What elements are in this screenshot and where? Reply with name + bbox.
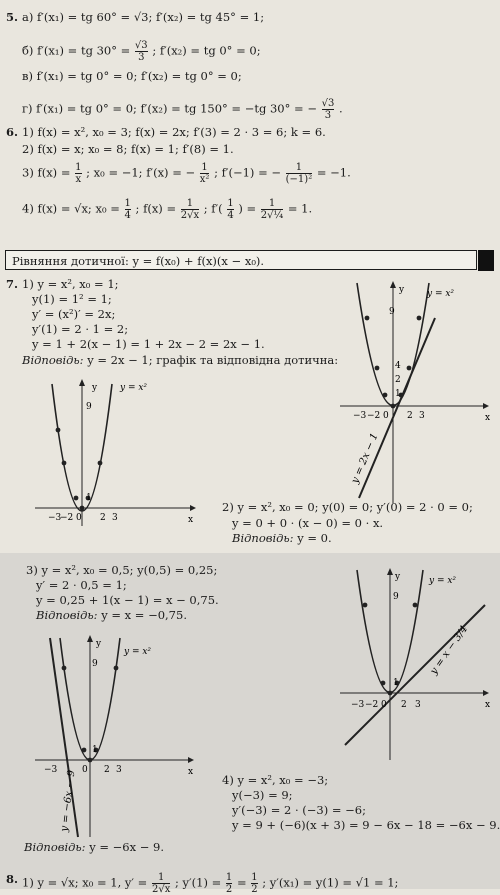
answer-text: y = 0. bbox=[293, 531, 332, 545]
g1-ytick-1: 1 bbox=[86, 493, 92, 503]
frac-den: x² bbox=[199, 174, 210, 185]
frac-num: 1 bbox=[201, 162, 208, 173]
frac-num: 1 bbox=[227, 198, 234, 209]
g2-y-axis-label: y bbox=[399, 285, 405, 295]
g1-xtick: −3 bbox=[48, 513, 62, 523]
p7-part4-line-3: y′(−3) = 2 · (−3) = −6; bbox=[232, 803, 366, 817]
p6-line-4 bbox=[22, 198, 312, 221]
frac-num: 1 bbox=[186, 198, 194, 209]
problem-6-number: 6. bbox=[6, 125, 19, 139]
g1-x-axis-label: x bbox=[188, 515, 194, 525]
answer-text: y = −6x − 9. bbox=[85, 840, 165, 854]
fraction bbox=[125, 198, 131, 221]
g2-ytick: 2 bbox=[395, 375, 401, 385]
p6-line-1: 1) f(x) = x², x₀ = 3; f(x) = 2x; f′(3) = 2 · 3 = 6; k = 6. bbox=[22, 125, 326, 139]
frac-den: 4 bbox=[227, 210, 234, 221]
frac-num: 1 bbox=[157, 872, 165, 883]
g2-xtick: −3 bbox=[353, 411, 367, 421]
frac-den: 3 bbox=[322, 109, 335, 121]
p6-l3-b: ; x₀ = −1; f′(x) = − bbox=[86, 165, 196, 180]
p6-l3-a: 3) f(x) = bbox=[22, 165, 71, 180]
g4-curve-label: y = x² bbox=[429, 576, 457, 586]
fraction bbox=[261, 198, 283, 221]
p7-part4-line-1: 4) y = x², x₀ = −3; bbox=[222, 773, 329, 787]
frac-num: √3 bbox=[321, 98, 335, 109]
fraction bbox=[181, 198, 199, 221]
p8-l1-a: 1) y = √x; x₀ = 1, y′ = bbox=[22, 875, 151, 890]
g3-xtick: −3 bbox=[44, 765, 58, 775]
p5-g-fraction bbox=[322, 98, 335, 121]
fraction bbox=[200, 162, 210, 185]
p6-l4-a: 4) f(x) = √x; x₀ = bbox=[22, 201, 120, 216]
g1-xtick: 2 bbox=[100, 513, 106, 523]
g3-x-axis-label: x bbox=[188, 767, 194, 777]
problem-5-number: 5. bbox=[6, 10, 19, 24]
frac-den: 2√x bbox=[151, 884, 171, 895]
frac-num: 1 bbox=[225, 872, 233, 883]
g2-ytick: 4 bbox=[395, 361, 401, 371]
g4-ytick: 1 bbox=[393, 678, 399, 688]
p5-b-post: ; f′(x₂) = tg 0° = 0; bbox=[152, 43, 261, 58]
p5-v: в) f′(x₁) = tg 0° = 0; f′(x₂) = tg 0° = 0; bbox=[22, 69, 242, 83]
g3-xtick: 3 bbox=[116, 765, 122, 775]
p6-l3-c: ; f′(−1) = − bbox=[214, 165, 281, 180]
banner-black-block bbox=[478, 250, 494, 271]
graph-4 bbox=[335, 565, 495, 765]
p5-g-post: . bbox=[339, 101, 343, 116]
g4-xtick: 3 bbox=[415, 700, 421, 710]
frac-den: (−1)² bbox=[285, 174, 313, 185]
section-banner bbox=[5, 250, 477, 270]
g1-curve-label: y = x² bbox=[120, 383, 148, 393]
g4-ytick: 9 bbox=[393, 592, 399, 602]
p7-line-1: 1) y = x², x₀ = 1; bbox=[22, 277, 119, 291]
banner-text: Рівняння дотичної: y = f(x₀) + f(x)(x − x₀). bbox=[12, 254, 265, 268]
p6-l3-d: = −1. bbox=[316, 165, 351, 180]
p5-g bbox=[22, 98, 343, 121]
frac-num: 1 bbox=[295, 162, 303, 173]
frac-num: 1 bbox=[251, 872, 258, 883]
graph-2 bbox=[335, 278, 495, 508]
g2-tangent-label: y = 2x − 1 bbox=[349, 431, 381, 486]
frac-num: 1 bbox=[268, 198, 276, 209]
frac-num: 1 bbox=[124, 198, 131, 209]
graph-1 bbox=[30, 378, 205, 528]
p5-b-fraction bbox=[135, 40, 148, 63]
problem-8-number: 8. bbox=[6, 872, 19, 886]
p5-b bbox=[22, 40, 261, 63]
fraction bbox=[226, 872, 232, 895]
p7-part3-answer bbox=[36, 608, 187, 622]
g1-xtick: 3 bbox=[112, 513, 118, 523]
g1-ytick-9: 9 bbox=[86, 402, 92, 412]
answer-label: Відповідь: bbox=[232, 531, 294, 545]
g2-ytick: 1 bbox=[395, 389, 401, 399]
g3-xtick: 2 bbox=[104, 765, 110, 775]
g2-curve-label: y = x² bbox=[427, 289, 455, 299]
p7-answer-1 bbox=[22, 353, 338, 367]
g2-x-axis-label: x bbox=[485, 413, 491, 423]
p5-b-text: б) f′(x₁) = tg 30° = bbox=[22, 43, 131, 58]
p7-line-5: y = 1 + 2(x − 1) = 1 + 2x − 2 = 2x − 1. bbox=[32, 337, 265, 351]
g2-xtick: 0 bbox=[383, 411, 389, 421]
answer-label: Відповідь: bbox=[22, 353, 84, 367]
frac-den: 2 bbox=[251, 884, 258, 895]
p6-l4-c: ; f′( bbox=[203, 201, 223, 216]
g1-y-axis-label: y bbox=[92, 383, 98, 393]
g2-xtick: 2 bbox=[407, 411, 413, 421]
graph-3 bbox=[30, 632, 200, 842]
frac-num: √3 bbox=[134, 40, 148, 51]
p7-part4-line-2: y(−3) = 9; bbox=[232, 788, 293, 802]
frac-den: x bbox=[75, 174, 82, 185]
p7-part3-line-2: y′ = 2 · 0,5 = 1; bbox=[36, 578, 127, 592]
g3-tangent-label: y = −6x − 9 bbox=[59, 769, 78, 833]
g2-ytick: 9 bbox=[389, 307, 395, 317]
p6-line-3 bbox=[22, 162, 351, 185]
fraction bbox=[152, 872, 170, 895]
frac-den: 3 bbox=[135, 51, 148, 63]
g4-xtick: −2 bbox=[365, 700, 379, 710]
p6-l4-e: = 1. bbox=[287, 201, 313, 216]
answer-label: Відповідь: bbox=[24, 840, 86, 854]
p7-part2-line-2: y = 0 + 0 · (x − 0) = 0 · x. bbox=[232, 516, 384, 530]
g3-curve-label: y = x² bbox=[124, 647, 152, 657]
p7-part4-line-4: y = 9 + (−6)(x + 3) = 9 − 6x − 18 = −6x − 9. bbox=[232, 818, 500, 832]
g3-y-axis-label: y bbox=[96, 639, 102, 649]
g1-xtick: 0 bbox=[76, 513, 82, 523]
p7-line-3: y′ = (x²)′ = 2x; bbox=[32, 307, 116, 321]
p7-line-4: y′(1) = 2 · 1 = 2; bbox=[32, 322, 129, 336]
p6-line-2: 2) f(x) = x; x₀ = 8; f(x) = 1; f′(8) = 1. bbox=[22, 142, 234, 156]
g1-xtick: −2 bbox=[60, 513, 74, 523]
p6-l4-b: ; f(x) = bbox=[135, 201, 177, 216]
p8-l1-b: ; y′(1) = bbox=[175, 875, 222, 890]
fraction bbox=[227, 198, 233, 221]
g3-ytick: 1 bbox=[92, 745, 98, 755]
fraction bbox=[251, 872, 257, 895]
p8-l1-d: ; y′(x₁) = y(1) = √1 = 1; bbox=[262, 875, 399, 890]
g4-xtick: 2 bbox=[401, 700, 407, 710]
fraction bbox=[75, 162, 81, 185]
g4-xtick: 0 bbox=[381, 700, 387, 710]
p7-part3-line-1: 3) y = x², x₀ = 0,5; y(0,5) = 0,25; bbox=[26, 563, 218, 577]
p5-a: а) f′(x₁) = tg 60° = √3; f′(x₂) = tg 45° = 1; bbox=[22, 10, 265, 24]
p5-g-text: г) f′(x₁) = tg 0° = 0; f′(x₂) = tg 150° = −tg 30° = − bbox=[22, 101, 317, 116]
g4-tangent-label: y = x − 3/4 bbox=[428, 623, 471, 677]
g3-xtick: 0 bbox=[82, 765, 88, 775]
p7-part2-answer bbox=[232, 531, 332, 545]
frac-den: 2 bbox=[225, 884, 233, 895]
problem-7-number: 7. bbox=[6, 277, 19, 291]
answer-text: y = x = −0,75. bbox=[97, 608, 187, 622]
p6-l4-d: ) = bbox=[238, 201, 257, 216]
p8-l1-c: = bbox=[236, 875, 247, 890]
g4-xtick: −3 bbox=[351, 700, 365, 710]
frac-num: 1 bbox=[75, 162, 82, 173]
answer-text: y = 2x − 1; графік та відповідна дотична: bbox=[83, 353, 339, 367]
g4-x-axis-label: x bbox=[485, 700, 491, 710]
p7-part2-line-1: 2) y = x², x₀ = 0; y(0) = 0; y′(0) = 2 · 0 = 0; bbox=[222, 500, 473, 514]
p7-part3-line-3: y = 0,25 + 1(x − 1) = x − 0,75. bbox=[36, 593, 219, 607]
g2-xtick: 3 bbox=[419, 411, 425, 421]
g2-xtick: −2 bbox=[367, 411, 381, 421]
fraction bbox=[286, 162, 313, 185]
p7-part4-answer bbox=[24, 840, 164, 854]
g3-ytick: 9 bbox=[92, 659, 98, 669]
p7-line-2: y(1) = 1² = 1; bbox=[32, 292, 112, 306]
frac-den: 2√x bbox=[180, 210, 200, 221]
frac-den: 2√¼ bbox=[260, 210, 284, 221]
g4-y-axis-label: y bbox=[395, 572, 401, 582]
frac-den: 4 bbox=[124, 210, 131, 221]
answer-label: Відповідь: bbox=[36, 608, 98, 622]
p8-line-1 bbox=[22, 872, 398, 895]
